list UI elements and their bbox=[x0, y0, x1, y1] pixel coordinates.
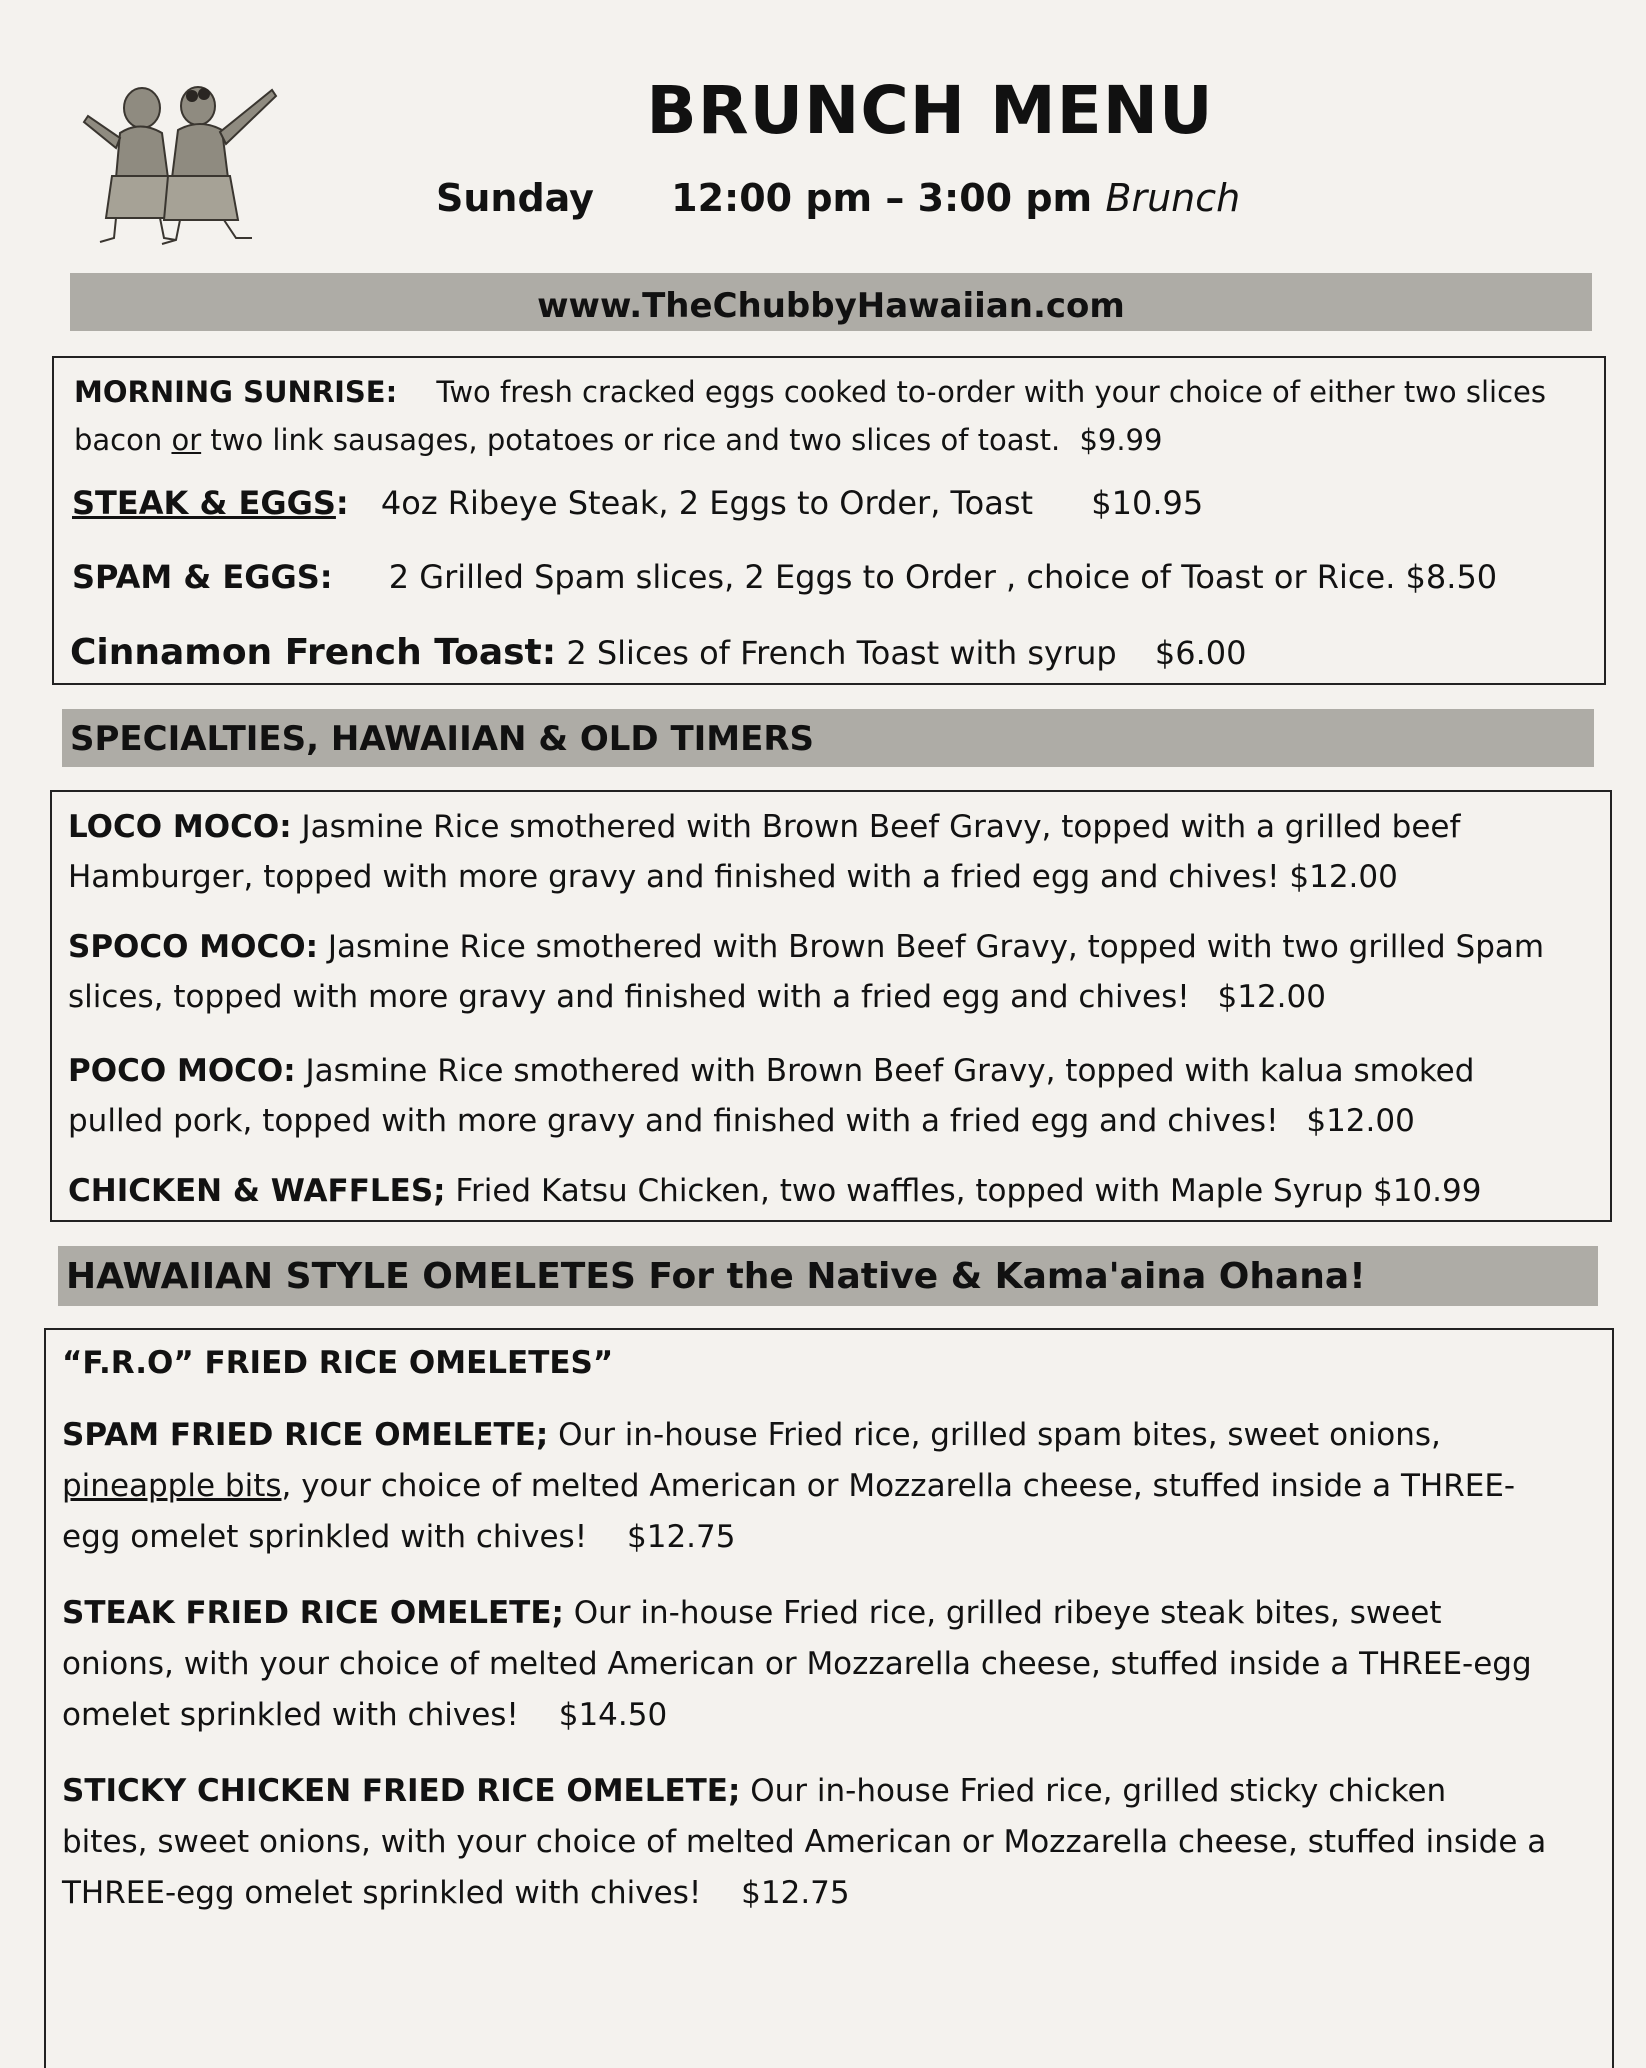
menu-item-spam-fried-rice-omelete bbox=[62, 1410, 1515, 1563]
item-name: SPAM & EGGS: bbox=[72, 558, 333, 596]
menu-item-spoco-moco bbox=[68, 922, 1544, 1022]
item-name: SPAM FRIED RICE OMELETE; bbox=[62, 1417, 549, 1453]
menu-item-poco-moco bbox=[68, 1046, 1474, 1146]
item-line-1: Jasmine Rice smothered with Brown Beef Gravy, topped with two grilled Spam bbox=[327, 929, 1545, 965]
section-heading-text: HAWAIIAN STYLE OMELETES For the Native & Kama'aina Ohana! bbox=[66, 1256, 1366, 1297]
item-description: 4oz Ribeye Steak, 2 Eggs to Order, Toast bbox=[380, 484, 1034, 522]
brunch-hours bbox=[436, 176, 1240, 220]
item-line-1: Our in-house Fried rice, grilled ribeye steak bites, sweet bbox=[573, 1595, 1442, 1631]
item-or: or bbox=[171, 423, 202, 457]
item-line-1: Jasmine Rice smothered with Brown Beef Gravy, topped with kalua smoked bbox=[305, 1053, 1475, 1089]
item-price: $8.50 bbox=[1405, 558, 1498, 596]
section-heading-text: SPECIALTIES, HAWAIIAN & OLD TIMERS bbox=[70, 719, 815, 759]
item-line-1: Jasmine Rice smothered with Brown Beef Gravy, topped with a grilled beef bbox=[301, 809, 1461, 845]
item-line-1: Our in-house Fried rice, grilled spam bites, sweet onions, bbox=[558, 1417, 1441, 1453]
menu-item-chicken-waffles bbox=[68, 1166, 1481, 1216]
item-price: $6.00 bbox=[1154, 634, 1247, 672]
item-price: $12.00 bbox=[1217, 979, 1326, 1015]
item-name: STICKY CHICKEN FRIED RICE OMELETE; bbox=[62, 1773, 741, 1809]
menu-item-morning-sunrise bbox=[74, 368, 1594, 464]
item-price: $12.00 bbox=[1289, 859, 1398, 895]
item-line-3: THREE-egg omelet sprinkled with chives! bbox=[62, 1875, 702, 1911]
menu-item-sticky-chicken-fried-rice-omelete bbox=[62, 1766, 1546, 1919]
item-description-cont: bacon bbox=[74, 423, 172, 457]
item-line-3: egg omelet sprinkled with chives! bbox=[62, 1519, 588, 1555]
hula-dancers-logo bbox=[80, 78, 290, 248]
item-name: STEAK FRIED RICE OMELETE; bbox=[62, 1595, 564, 1631]
item-line-1: Our in-house Fried rice, grilled sticky chicken bbox=[750, 1773, 1447, 1809]
breakfast-section bbox=[52, 356, 1606, 685]
item-pineapple-bits: pineapple bits bbox=[62, 1468, 282, 1504]
specialties-section bbox=[50, 790, 1612, 1222]
section-heading-specialties bbox=[62, 709, 1594, 767]
item-name: LOCO MOCO: bbox=[68, 809, 292, 845]
item-name: SPOCO MOCO: bbox=[68, 929, 318, 965]
hours-label: Brunch bbox=[1105, 176, 1241, 220]
item-line-1: Fried Katsu Chicken, two waffles, topped with Maple Syrup bbox=[455, 1173, 1364, 1209]
item-line-2: , your choice of melted American or Mozzarella cheese, stuffed inside a THREE- bbox=[281, 1468, 1516, 1504]
item-line-2: slices, topped with more gravy and finished with a fried egg and chives! bbox=[68, 979, 1190, 1015]
item-price: $10.95 bbox=[1091, 484, 1204, 522]
item-line-2: onions, with your choice of melted American or Mozzarella cheese, stuffed inside a THREE-egg bbox=[62, 1646, 1532, 1682]
omeletes-section bbox=[44, 1328, 1614, 2068]
menu-item-cinnamon-french-toast bbox=[70, 628, 1247, 678]
subheading-text: “F.R.O” FRIED RICE OMELETES” bbox=[62, 1345, 614, 1381]
item-description: 2 Slices of French Toast with syrup bbox=[566, 634, 1117, 672]
item-name: MORNING SUNRISE: bbox=[74, 375, 398, 409]
website-banner bbox=[70, 273, 1592, 331]
item-price: $12.00 bbox=[1306, 1103, 1415, 1139]
item-line-2: pulled pork, topped with more gravy and finished with a fried egg and chives! bbox=[68, 1103, 1279, 1139]
item-price: $12.75 bbox=[627, 1519, 736, 1555]
fro-subheading bbox=[62, 1338, 613, 1388]
menu-item-steak-fried-rice-omelete bbox=[62, 1588, 1532, 1741]
item-line-3: omelet sprinkled with chives! bbox=[62, 1697, 519, 1733]
item-colon: : bbox=[335, 484, 349, 522]
menu-item-loco-moco bbox=[68, 802, 1460, 902]
item-name: STEAK & EGGS bbox=[72, 484, 336, 522]
page-title: BRUNCH MENU bbox=[646, 72, 1214, 149]
item-price: $9.99 bbox=[1079, 423, 1163, 457]
item-name: POCO MOCO: bbox=[68, 1053, 296, 1089]
item-description: Two fresh cracked eggs cooked to-order with your choice of either two slices bbox=[436, 375, 1546, 409]
menu-item-spam-eggs bbox=[72, 552, 1497, 602]
item-line-2: Hamburger, topped with more gravy and finished with a fried egg and chives! bbox=[68, 859, 1280, 895]
section-heading-omeletes bbox=[58, 1246, 1598, 1306]
hours-day: Sunday bbox=[436, 176, 594, 220]
hours-time: 12:00 pm – 3:00 pm bbox=[671, 176, 1093, 220]
item-description-end: two link sausages, potatoes or rice and two slices of toast. bbox=[201, 423, 1061, 457]
item-price: $10.99 bbox=[1372, 1173, 1482, 1209]
menu-item-steak-eggs bbox=[72, 478, 1203, 528]
website-link[interactable]: www.TheChubbyHawaiian.com bbox=[537, 286, 1125, 326]
item-name: CHICKEN & WAFFLES; bbox=[68, 1173, 446, 1209]
item-price: $12.75 bbox=[741, 1875, 850, 1911]
item-name: Cinnamon French Toast: bbox=[70, 632, 557, 673]
item-line-2: bites, sweet onions, with your choice of melted American or Mozzarella cheese, stuffed inside a bbox=[62, 1824, 1547, 1860]
item-price: $14.50 bbox=[558, 1697, 668, 1733]
item-description: 2 Grilled Spam slices, 2 Eggs to Order , choice of Toast or Rice. bbox=[388, 558, 1396, 596]
